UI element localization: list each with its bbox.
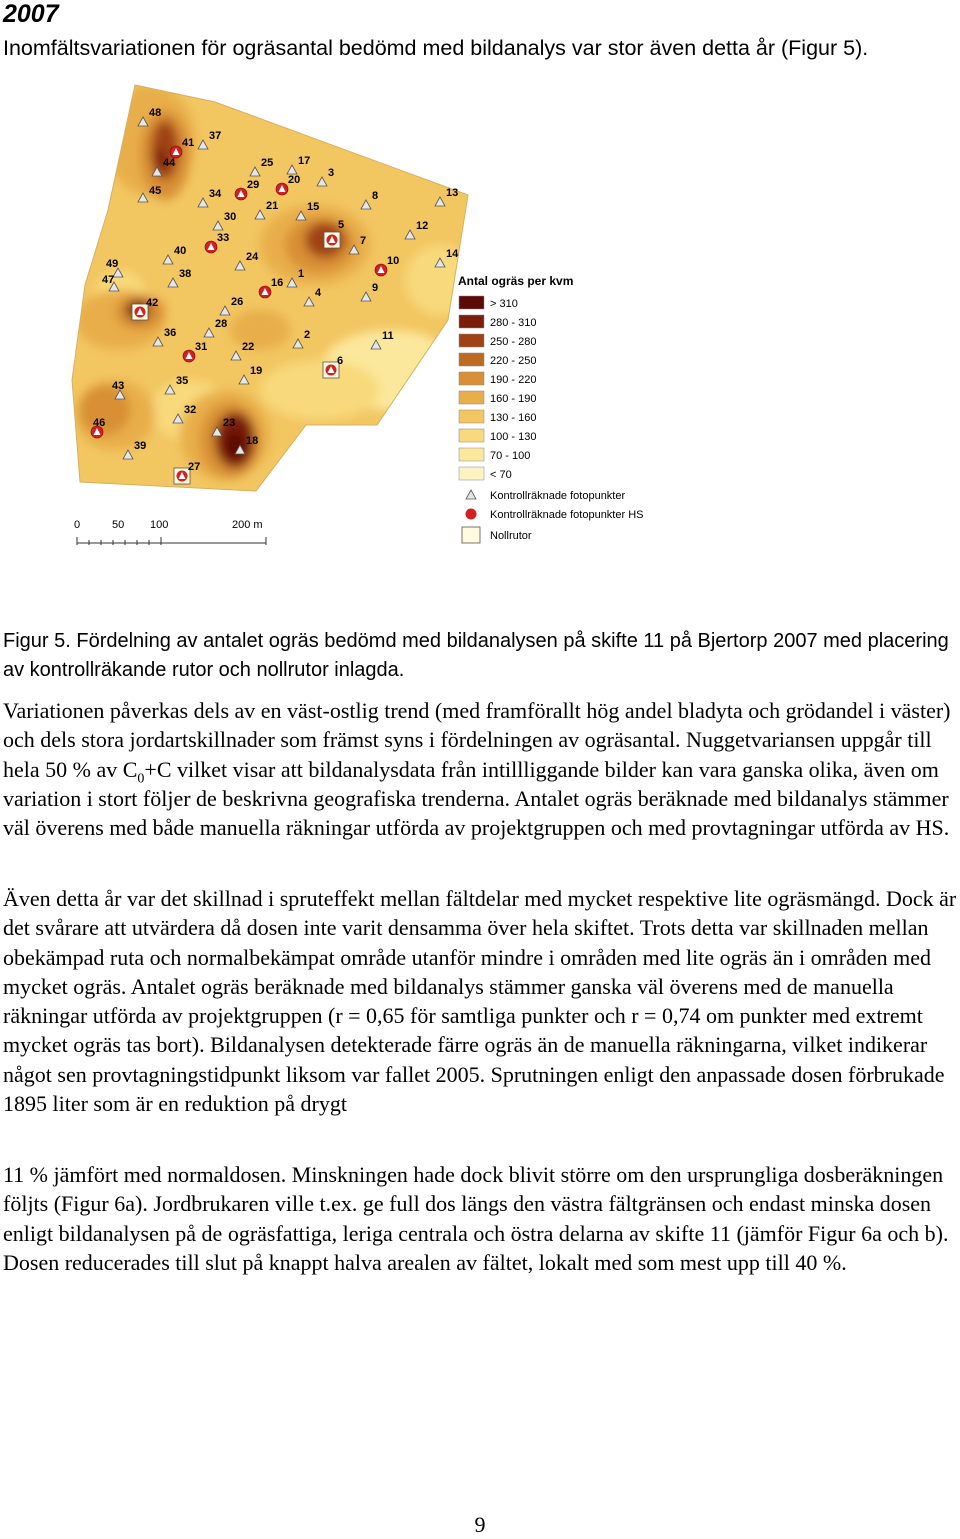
legend-swatch [459,315,484,328]
point-label: 26 [231,296,244,308]
legend-swatch [459,467,484,480]
intro-text: Inomfältsvariationen för ogräsantal bedömd med bildanalys var stor även detta år (Figur 5). [3,36,869,60]
legend-swatch [459,353,484,366]
legend-label: 190 - 220 [490,374,537,386]
scale-label: 0 [74,519,81,531]
point-label: 48 [149,107,162,119]
point-label: 33 [217,232,230,244]
point-label: 40 [174,245,187,257]
point-label: 4 [315,287,322,299]
legend-item [459,372,536,386]
legend-item [462,527,532,543]
paragraph-3: 11 % jämfört med normaldosen. Minskningen hade dock blivit större om den ursprungliga dosberäkningen följts (Figur 6a). Jordbrukaren ville t.ex. ge full dos längs den västra fältgränsen och endast minska dosen enligt bildanalysen på de ogräsfattiga, leriga centrala och östra delarna av skifte 11 (jämför Figur 6a och b). Dosen reducerades till slut på knappt halva arealen av fältet, lokalt med som mest upp till 40 %. [3,1162,949,1275]
legend-label: 280 - 310 [490,317,537,329]
legend-swatch [459,372,484,385]
legend-label: Kontrollräknade fotopunkter [490,490,626,502]
weed-density-map-figure [60,80,680,555]
weed-density-map [60,80,680,555]
legend-label: Nollrutor [490,530,532,542]
point-label: 24 [246,251,259,263]
paragraph-1-text-a: Variationen påverkas dels av en väst-ostlig trend (med framförallt hög andel bladyta och grödandel i väster) och dels stora jordartskillnader som främst syns i fördelningen av ogräsantal. Nuggetvariansen uppgår till hela 50 % av C [3,698,951,782]
point-label: 27 [188,461,201,473]
paragraph-1-text-b: +C vilket visar att bildanalysdata från intillliggande bilder kan vara ganska olika, även om variation i stort följer de beskrivna geografiska trenderna. Antalet ogräs beräknade med bildanalys stämmer väl överens med både manuella räkningar utförda av projektgruppen och med provtagningar utförda av HS. [3,756,950,841]
subscript: 0 [137,770,145,786]
legend-label: < 70 [490,469,512,481]
point-label: 1 [298,268,305,280]
point-label: 15 [307,201,320,213]
paragraph-2: Även detta år var det skillnad i spruteffekt mellan fältdelar med mycket respektive lite ogräsmängd. Dock är det svårare att utvärdera då dosen inte varit densamma över hela skiftet. Trots detta var skillnaden mellan obekämpad ruta och normalbekämpat område utanför mindre i områden med lite ogräs än i områden med mycket ogräs. Antalet ogräs beräknade med bildanalys stämmer ganska väl överens med de manuella räkningar utförda av projektgruppen (r = 0,65 för samtliga punkter och r = 0,74 om punkter med extremt mycket ogräs tas bort). Bildanalysen detekterade färre ogräs än de manuella räkningarna, vilket indikerar något sen provtagningstidpunkt liksom var fallet 2005. Sprutningen enligt den anpassade dosen förbrukade 1895 liter som är en reduktion på drygt [3,886,957,1117]
legend-title: Antal ogräs per kvm [458,274,574,288]
legend-item [459,296,518,310]
legend-swatch [459,429,484,442]
legend-item [459,391,536,405]
point-label: 22 [242,341,255,353]
point-label: 30 [224,211,237,223]
point-label: 44 [163,157,176,169]
point-label: 45 [149,185,162,197]
legend-label: 70 - 100 [490,450,531,462]
point-label: 47 [102,274,115,286]
field-density-surface [60,80,680,555]
point-label: 28 [215,318,228,330]
paragraph-1 [3,696,960,842]
point-label: 34 [209,188,222,200]
point-label: 43 [112,380,125,392]
legend-item [466,490,625,502]
point-label: 25 [261,157,274,169]
point-label: 23 [223,417,236,429]
legend-label: > 310 [490,298,518,310]
point-label: 49 [106,258,119,270]
scale-label: 100 [150,519,169,531]
point-label: 41 [182,137,195,149]
square-icon [462,527,480,543]
point-label: 37 [209,130,222,142]
legend-item [459,448,530,462]
legend-item [459,467,512,481]
point-label: 5 [338,219,345,231]
legend-item [459,410,536,424]
legend-item [459,429,536,443]
scale-label: 50 [112,519,125,531]
point-label: 9 [372,282,379,294]
legend-swatch [459,296,484,309]
point-label: 6 [337,355,344,367]
point-label: 2 [304,329,311,341]
point-label: 7 [360,235,367,247]
legend-item [459,353,536,367]
point-label: 42 [146,297,159,309]
page-number: 9 [474,1512,486,1537]
point-label: 16 [271,277,284,289]
point-label: 11 [382,330,394,342]
legend-swatch [459,448,484,461]
legend-label: 160 - 190 [490,393,537,405]
point-label: 19 [250,365,263,377]
legend-item [459,334,536,348]
legend-item [466,509,644,522]
point-label: 46 [93,417,106,429]
point-label: 35 [176,375,189,387]
circle-icon [466,509,477,520]
point-label: 39 [134,440,147,452]
point-label: 3 [328,167,335,179]
legend-swatch [459,391,484,404]
point-label: 36 [164,327,177,339]
legend-item [459,315,536,329]
legend-label: 250 - 280 [490,336,537,348]
point-label: 32 [184,404,197,416]
point-label: 20 [288,174,301,186]
point-label: 31 [195,341,208,353]
scale-label: 200 m [232,519,263,531]
point-label: 21 [266,200,279,212]
point-label: 12 [416,220,429,232]
legend-label: Kontrollräknade fotopunkter HS [490,509,644,521]
point-label: 38 [179,268,192,280]
point-label: 8 [372,190,379,202]
legend-swatch [459,410,484,423]
legend-label: 130 - 160 [490,412,537,424]
point-label: 18 [246,435,259,447]
legend-label: 220 - 250 [490,355,537,367]
legend [459,296,643,543]
point-label: 10 [387,255,400,267]
point-label: 13 [446,187,459,199]
legend-label: 100 - 130 [490,431,537,443]
figure-caption: Figur 5. Fördelning av antalet ogräs bedömd med bildanalysen på skifte 11 på Bjertorp 2007 med placering av kontrollräkande rutor och nollrutor inlagda. [3,630,949,681]
scale-bar [74,519,266,545]
triangle-icon [466,490,476,499]
legend-swatch [459,334,484,347]
point-label: 14 [446,248,459,260]
point-label: 17 [298,155,311,167]
section-heading: 2007 [3,0,59,28]
point-label: 29 [247,179,260,191]
